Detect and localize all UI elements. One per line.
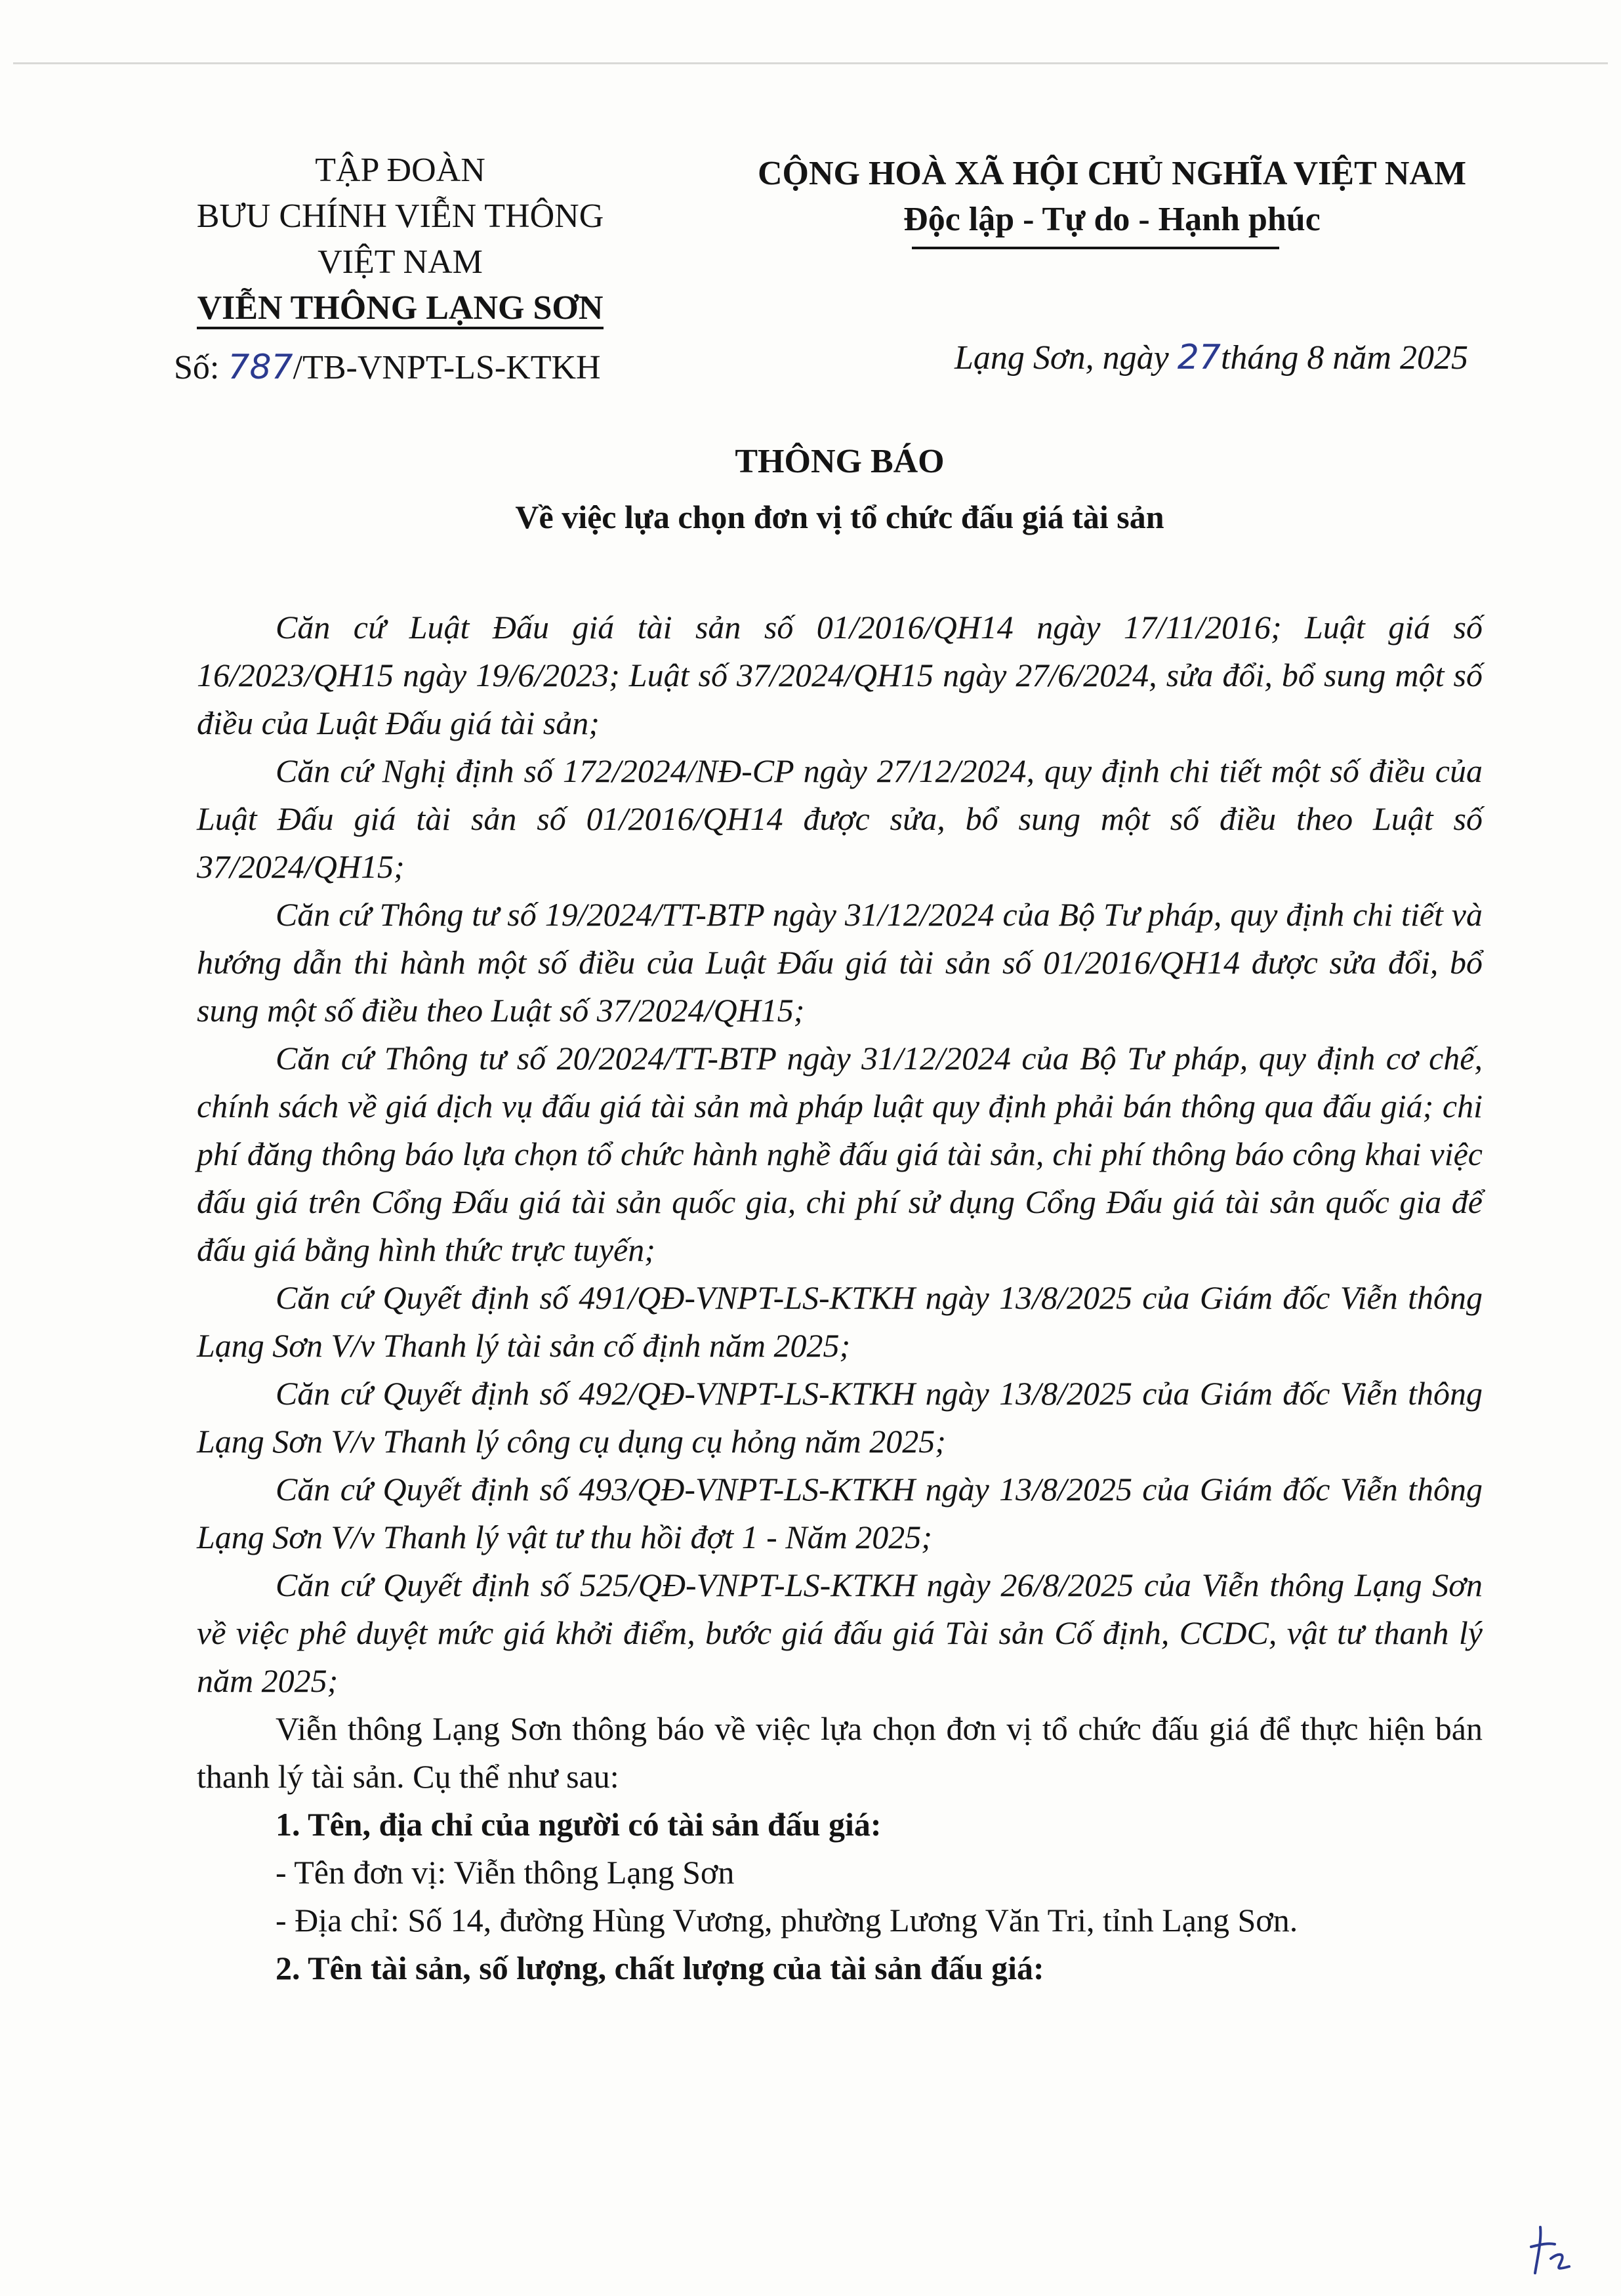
scan-edge-line — [13, 62, 1608, 64]
org-line-1: TẬP ĐOÀN — [315, 152, 485, 189]
org-line-3: VIỆT NAM — [318, 243, 483, 281]
legal-basis-3: Căn cứ Thông tư số 19/2024/TT-BTP ngày 31/12/2024 của Bộ Tư pháp, quy định chi tiết và hướng dẫn thi hành một số điều của Luật Đấu giá tài sản số 01/2016/QH14 được sửa đổi, bổ sung một số điều theo Luật số 37/2024/QH15; — [197, 896, 1483, 1029]
org-line-2: BƯU CHÍNH VIỄN THÔNG — [196, 197, 604, 235]
section-2-heading: 2. Tên tài sản, số lượng, chất lượng của tài sản đấu giá: — [276, 1950, 1044, 1986]
doc-number-suffix: /TB-VNPT-LS-KTKH — [293, 349, 601, 386]
date-prefix: Lạng Sơn, ngày — [954, 339, 1178, 377]
legal-basis-7: Căn cứ Quyết định số 493/QĐ-VNPT-LS-KTKH ngày 13/8/2025 của Giám đốc Viễn thông Lạng Sơn V/v Thanh lý vật tư thu hồi đợt 1 - Năm 2025; — [197, 1471, 1483, 1555]
motto-underline — [912, 247, 1279, 249]
legal-basis-4: Căn cứ Thông tư số 20/2024/TT-BTP ngày 31/12/2024 của Bộ Tư pháp, quy định cơ chế, chính sách về giá dịch vụ đấu giá tài sản mà pháp luật quy định phải bán thông qua đấu giá; chi phí đăng thông báo lựa chọn tổ chức hành nghề đấu giá tài sản, chi phí thông báo công khai việc đấu giá trên Cổng Đấu giá tài sản quốc gia, chi phí sử dụng Cổng Đấu giá tài sản quốc gia để đấu giá bằng hình thức trực tuyến; — [197, 1040, 1483, 1268]
legal-basis-5: Căn cứ Quyết định số 491/QĐ-VNPT-LS-KTKH ngày 13/8/2025 của Giám đốc Viễn thông Lạng Sơn V/v Thanh lý tài sản cố định năm 2025; — [197, 1279, 1483, 1364]
section-1-address: - Địa chỉ: Số 14, đường Hùng Vương, phường Lương Văn Tri, tỉnh Lạng Sơn. — [276, 1902, 1298, 1938]
legal-basis-8: Căn cứ Quyết định số 525/QĐ-VNPT-LS-KTKH ngày 26/8/2025 của Viễn thông Lạng Sơn về việc phê duyệt mức giá khởi điểm, bước giá đấu giá Tài sản Cố định, CCDC, vật tư thanh lý năm 2025; — [197, 1567, 1483, 1699]
date-day-handwritten: 27 — [1177, 338, 1221, 377]
section-1-heading: 1. Tên, địa chỉ của người có tài sản đấu giá: — [276, 1806, 882, 1843]
legal-basis-1: Căn cứ Luật Đấu giá tài sản số 01/2016/QH14 ngày 17/11/2016; Luật giá số 16/2023/QH15 ngày 19/6/2023; Luật số 37/2024/QH15 ngày 27/6/2024, sửa đổi, bổ sung một số điều của Luật Đấu giá tài sản; — [197, 609, 1483, 741]
initials-mark — [1529, 2221, 1581, 2280]
notice-title: THÔNG BÁO — [735, 443, 945, 480]
document-number — [174, 344, 672, 391]
org-unit-underline — [197, 327, 604, 329]
intro-paragraph: Viễn thông Lạng Sơn thông báo về việc lựa chọn đơn vị tổ chức đấu giá để thực hiện bán thanh lý tài sản. Cụ thể như sau: — [197, 1710, 1483, 1795]
date-suffix: tháng 8 năm 2025 — [1220, 339, 1468, 377]
notice-subtitle: Về việc lựa chọn đơn vị tổ chức đấu giá tài sản — [515, 499, 1164, 535]
doc-number-prefix: Số: — [174, 349, 228, 386]
section-1-unit-name: - Tên đơn vị: Viễn thông Lạng Sơn — [276, 1854, 735, 1891]
document-date — [954, 335, 1545, 381]
legal-basis-2: Căn cứ Nghị định số 172/2024/NĐ-CP ngày 27/12/2024, quy định chi tiết một số điều của Luật Đấu giá tài sản số 01/2016/QH14 được sửa, bổ sung một số điều theo Luật số 37/2024/QH15; — [197, 752, 1483, 885]
country-name: CỘNG HOÀ XÃ HỘI CHỦ NGHĨA VIỆT NAM — [757, 155, 1467, 192]
notice-body — [197, 604, 1483, 1992]
legal-basis-6: Căn cứ Quyết định số 492/QĐ-VNPT-LS-KTKH ngày 13/8/2025 của Giám đốc Viễn thông Lạng Sơn V/v Thanh lý công cụ dụng cụ hỏng năm 2025; — [197, 1375, 1483, 1460]
org-unit-name: VIỄN THÔNG LẠNG SƠN — [197, 289, 604, 327]
doc-number-handwritten: 787 — [228, 348, 293, 387]
national-motto: Độc lập - Tự do - Hạnh phúc — [903, 201, 1321, 238]
